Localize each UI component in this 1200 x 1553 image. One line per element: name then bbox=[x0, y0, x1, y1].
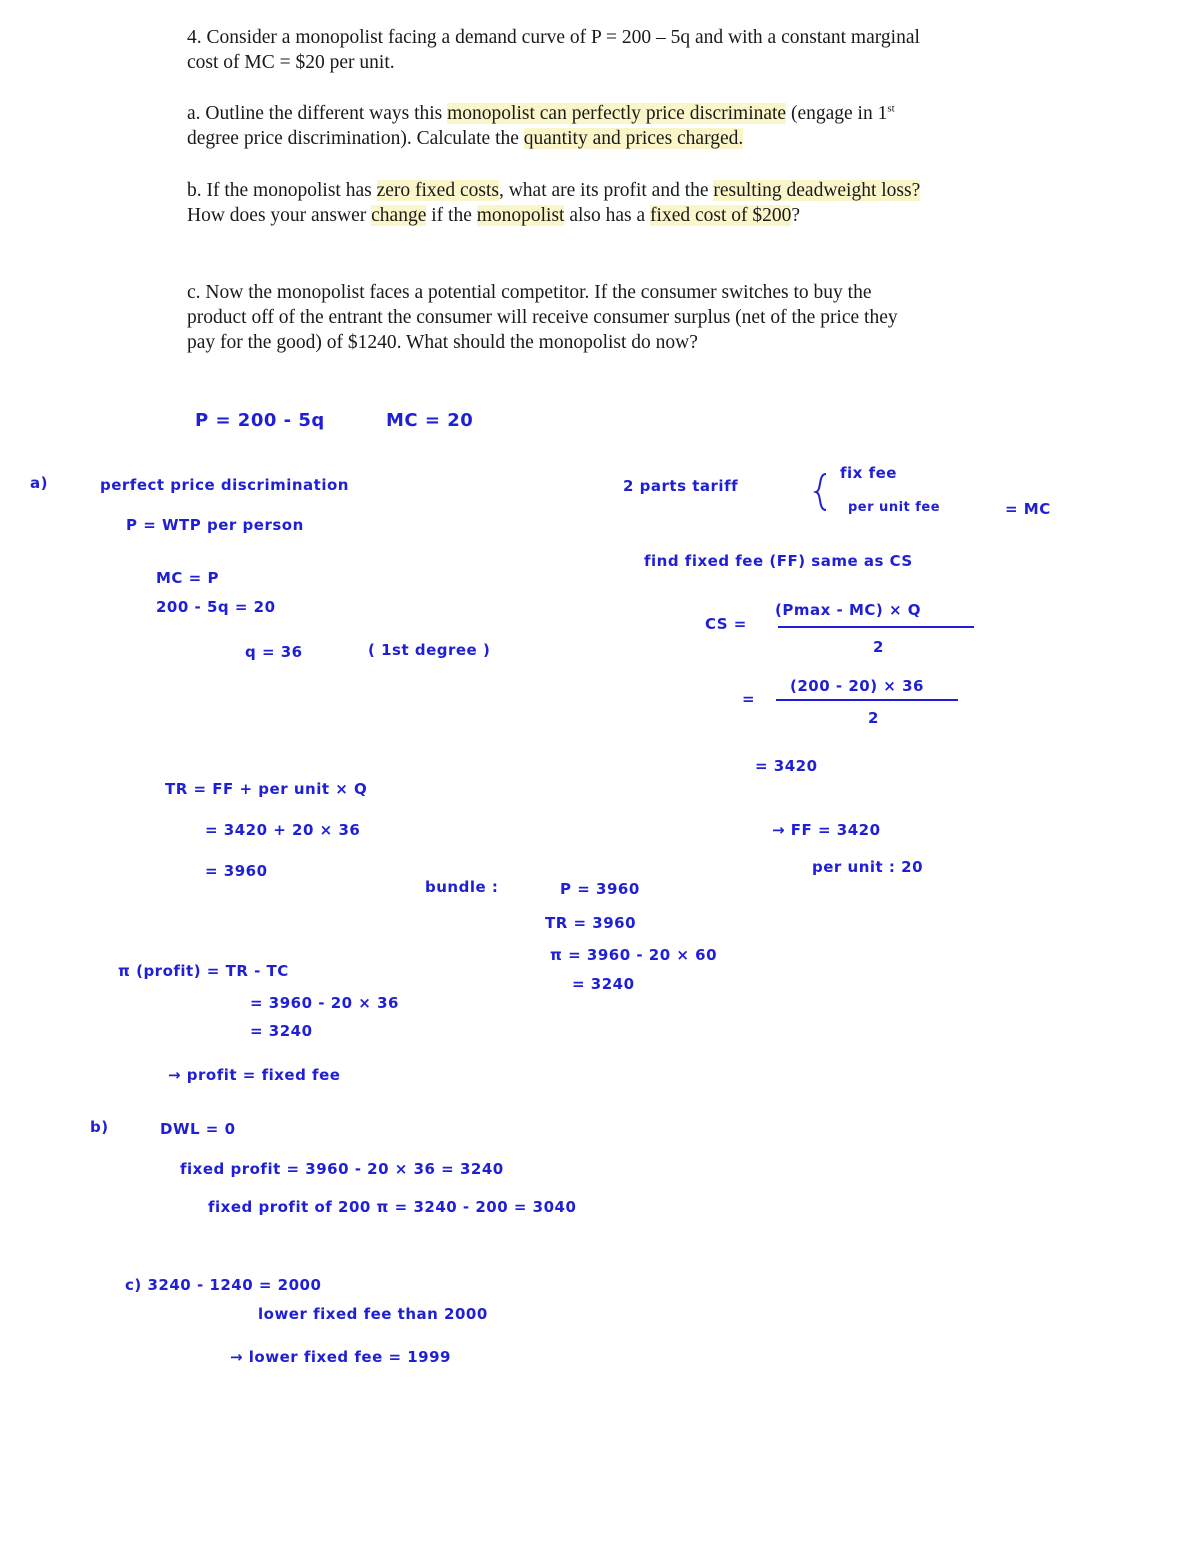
fixed-fee-value: → FF = 3420 bbox=[772, 821, 881, 839]
equals-sign: = bbox=[742, 690, 756, 708]
part-b-text: ? bbox=[791, 205, 801, 226]
demand-equation: P = 200 - 5q bbox=[195, 410, 325, 431]
mc-equation-solve: 200 - 5q = 20 bbox=[156, 598, 276, 616]
bundle-label: bundle : bbox=[425, 878, 499, 896]
highlight: change bbox=[371, 205, 427, 226]
first-degree-label: ( 1st degree ) bbox=[368, 641, 491, 659]
cs-numerator: (Pmax - MC) × Q bbox=[775, 601, 922, 619]
deadweight-loss: DWL = 0 bbox=[160, 1120, 236, 1138]
bundle-profit: π = 3960 - 20 × 60 bbox=[550, 946, 718, 964]
profit-equals-fixed-fee: → profit = fixed fee bbox=[168, 1066, 341, 1084]
question-part-a bbox=[187, 101, 1047, 151]
highlight: zero fixed costs bbox=[376, 180, 499, 201]
tr-substitution: = 3420 + 20 × 36 bbox=[205, 821, 361, 839]
intro-line-2: cost of MC = $20 per unit. bbox=[187, 52, 395, 73]
cs-denominator-values: 2 bbox=[868, 709, 879, 727]
fraction-bar bbox=[776, 699, 958, 701]
part-b-text: How does your answer bbox=[187, 205, 372, 226]
fraction-bar bbox=[778, 626, 974, 628]
question-intro bbox=[187, 25, 1047, 75]
two-part-tariff: 2 parts tariff bbox=[623, 477, 739, 495]
lower-fixed-fee-line: lower fixed fee than 2000 bbox=[258, 1305, 488, 1323]
highlight: quantity and prices charged. bbox=[523, 128, 744, 149]
part-b-text: b. If the monopolist has bbox=[187, 180, 377, 201]
part-c-line-2: product off of the entrant the consumer will receive consumer surplus (net of the price they bbox=[187, 307, 898, 328]
mc-equals-p: MC = P bbox=[156, 569, 219, 587]
part-b-marker: b) bbox=[90, 1118, 109, 1136]
fixed-profit-200-line: fixed profit of 200 π = 3240 - 200 = 3040 bbox=[208, 1198, 577, 1216]
profit-result: = 3240 bbox=[250, 1022, 313, 1040]
highlight: monopolist bbox=[476, 205, 565, 226]
fixed-profit-line: fixed profit = 3960 - 20 × 36 = 3240 bbox=[180, 1160, 504, 1178]
bundle-profit-result: = 3240 bbox=[572, 975, 635, 993]
highlight: fixed cost of $200 bbox=[650, 205, 792, 226]
find-fixed-fee: find fixed fee (FF) same as CS bbox=[644, 552, 913, 570]
part-b-text: also has a bbox=[564, 205, 651, 226]
superscript: st bbox=[887, 102, 895, 115]
fix-fee-label: fix fee bbox=[840, 464, 897, 482]
quantity-result: q = 36 bbox=[245, 643, 303, 661]
intro-line-1: 4. Consider a monopolist facing a demand curve of P = 200 – 5q and with a constant marginal bbox=[187, 27, 920, 48]
part-b-text: , what are its profit and the bbox=[498, 180, 714, 201]
bundle-tr: TR = 3960 bbox=[545, 914, 637, 932]
profit-substitution: = 3960 - 20 × 36 bbox=[250, 994, 399, 1012]
part-c-line-1: c. Now the monopolist faces a potential competitor. If the consumer switches to buy the bbox=[187, 282, 872, 303]
part-a-text: (engage in 1 bbox=[786, 103, 888, 124]
per-unit-value: per unit : 20 bbox=[812, 858, 924, 876]
tr-formula: TR = FF + per unit × Q bbox=[165, 780, 368, 798]
cs-value: = 3420 bbox=[755, 757, 818, 775]
cs-label: CS = bbox=[705, 615, 747, 633]
part-a-marker: a) bbox=[30, 474, 48, 492]
equals-mc: = MC bbox=[1005, 500, 1051, 518]
tr-result: = 3960 bbox=[205, 862, 268, 880]
question-part-c bbox=[187, 280, 1047, 355]
perfect-price-discrimination: perfect price discrimination bbox=[100, 476, 349, 494]
lower-fixed-fee-value: → lower fixed fee = 1999 bbox=[230, 1348, 451, 1366]
per-unit-fee-label: per unit fee bbox=[848, 500, 941, 515]
part-b-text: if the bbox=[426, 205, 477, 226]
mc-equation: MC = 20 bbox=[386, 410, 474, 431]
part-a-text: a. Outline the different ways this bbox=[187, 103, 448, 124]
cs-numerator-values: (200 - 20) × 36 bbox=[790, 677, 924, 695]
curly-brace-icon bbox=[812, 470, 832, 514]
question-part-b bbox=[187, 178, 1047, 228]
highlight: resulting deadweight loss? bbox=[713, 180, 921, 201]
part-a-text: degree price discrimination). Calculate the bbox=[187, 128, 524, 149]
part-c-calculation: c) 3240 - 1240 = 2000 bbox=[125, 1276, 322, 1294]
highlight: monopolist can perfectly price discriminate bbox=[447, 103, 787, 124]
profit-formula: π (profit) = TR - TC bbox=[118, 962, 289, 980]
part-c-line-3: pay for the good) of $1240. What should the monopolist do now? bbox=[187, 332, 698, 353]
p-equals-wtp: P = WTP per person bbox=[126, 516, 304, 534]
cs-denominator: 2 bbox=[873, 638, 884, 656]
bundle-price: P = 3960 bbox=[560, 880, 640, 898]
